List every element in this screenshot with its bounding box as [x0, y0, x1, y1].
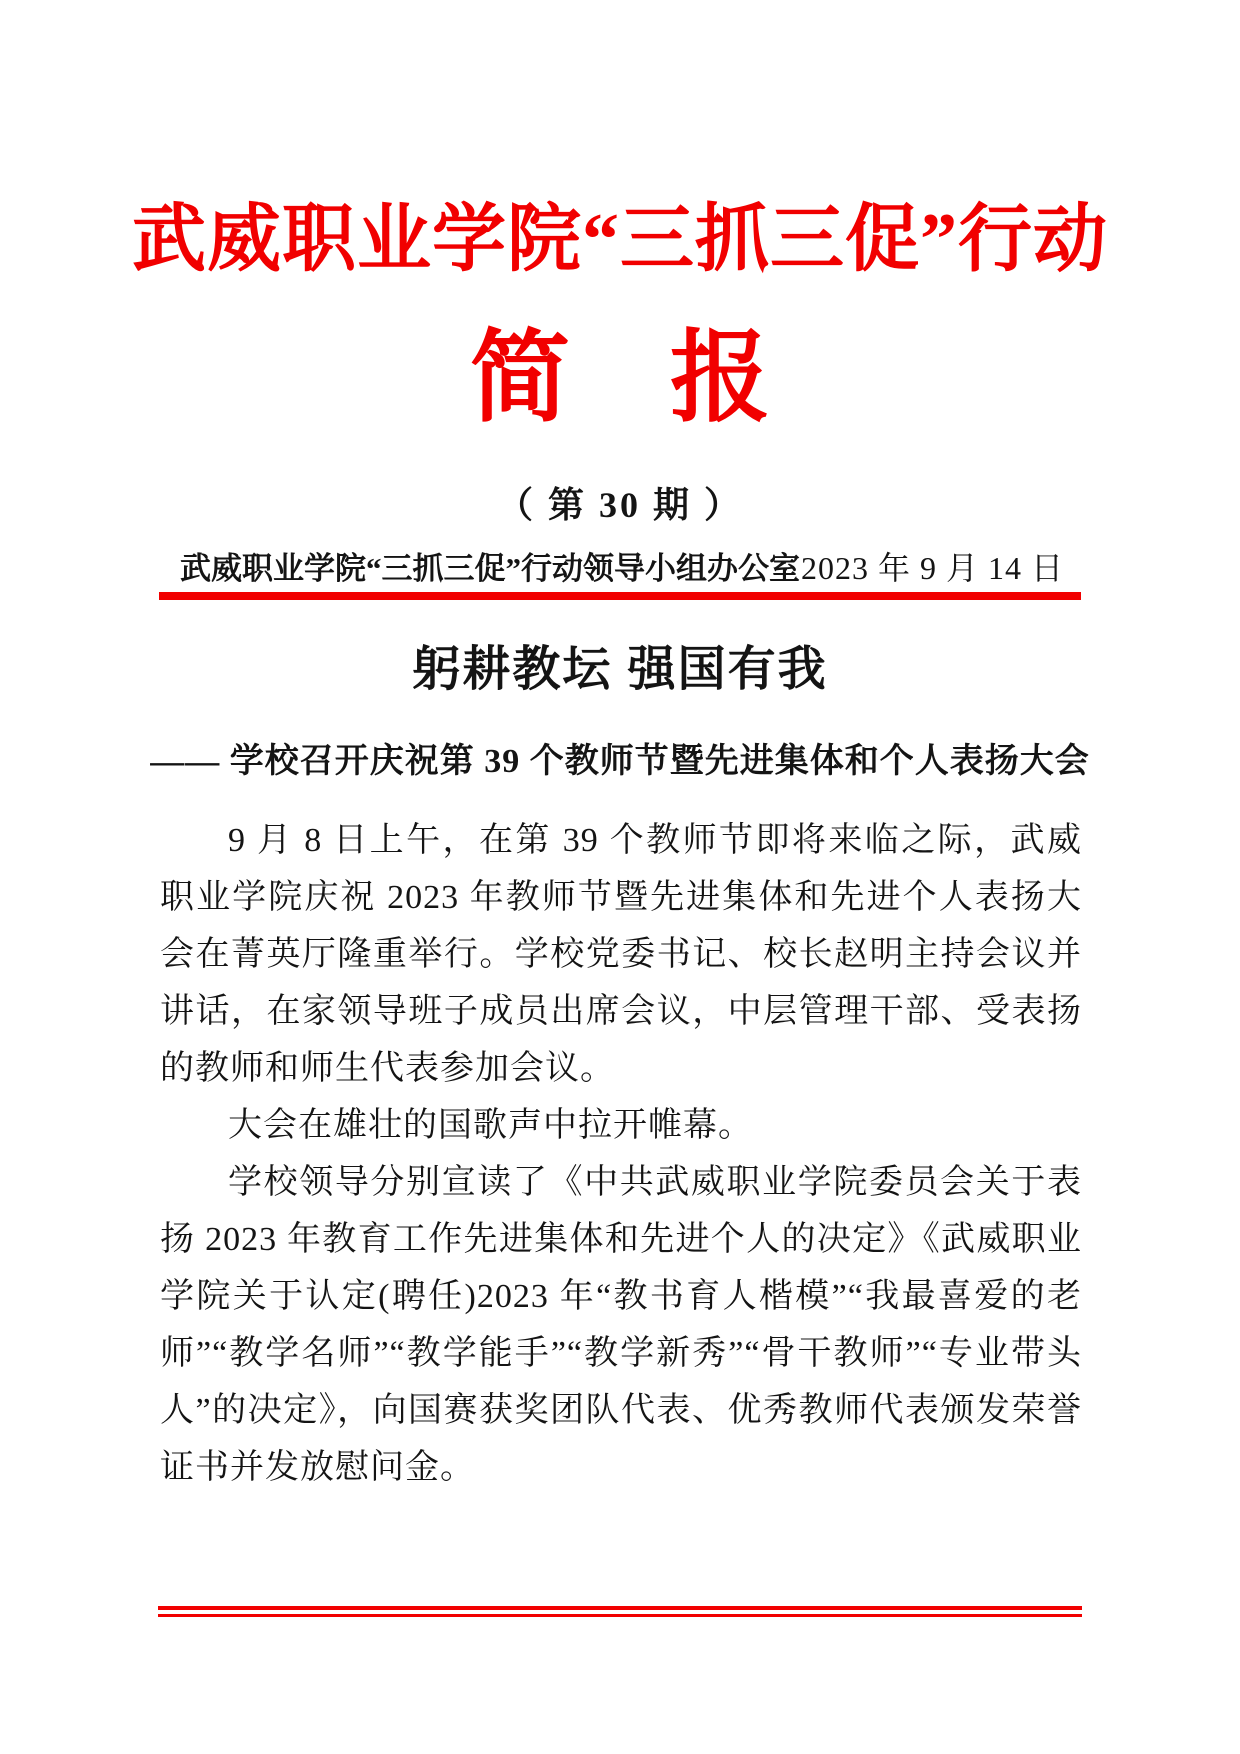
article-title: 躬耕教坛 强国有我 — [412, 643, 828, 696]
article-body — [160, 812, 1082, 1496]
paragraph-1: 9 月 8 日上午，在第 39 个教师节即将来临之际，武威职业学院庆祝 2023 年教师节暨先进集体和先进个人表扬大会在菁英厅隆重举行。学校党委书记、校长赵明主持会议并讲话，在家领导班子成员出席会议，中层管理干部、受表扬的教师和师生代表参加会议。 — [160, 822, 1082, 1087]
footer-double-rule — [158, 1606, 1082, 1617]
publish-date: 2023 年 9 月 14 日 — [800, 550, 1064, 586]
paragraph-3: 学校领导分别宣读了《中共武威职业学院委员会关于表扬 2023 年教育工作先进集体和先进个人的决定》《武威职业学院关于认定(聘任)2023 年“教书育人楷模”“我最喜爱的老师”“教学名师”“教学能手”“教学新秀”“骨干教师”“专业带头人”的决定》，向国赛获奖团队代表、优秀教师代表颁发荣誉证书并发放慰问金。 — [160, 1164, 1082, 1486]
issue-number: （ 第 30 期 ） — [496, 485, 743, 525]
paragraph-2: 大会在雄壮的国歌声中拉开帷幕。 — [228, 1107, 753, 1144]
masthead-rule — [159, 592, 1081, 600]
publisher-name: 武威职业学院“三抓三促”行动领导小组办公室 — [180, 551, 800, 586]
article-subtitle: —— 学校召开庆祝第 39 个教师节暨先进集体和个人表扬大会 — [150, 743, 1090, 780]
masthead-meta-row — [160, 548, 1080, 589]
masthead-title-line2: 简 报 — [470, 323, 770, 434]
masthead-title-line1: 武威职业学院“三抓三促”行动 — [132, 199, 1108, 281]
